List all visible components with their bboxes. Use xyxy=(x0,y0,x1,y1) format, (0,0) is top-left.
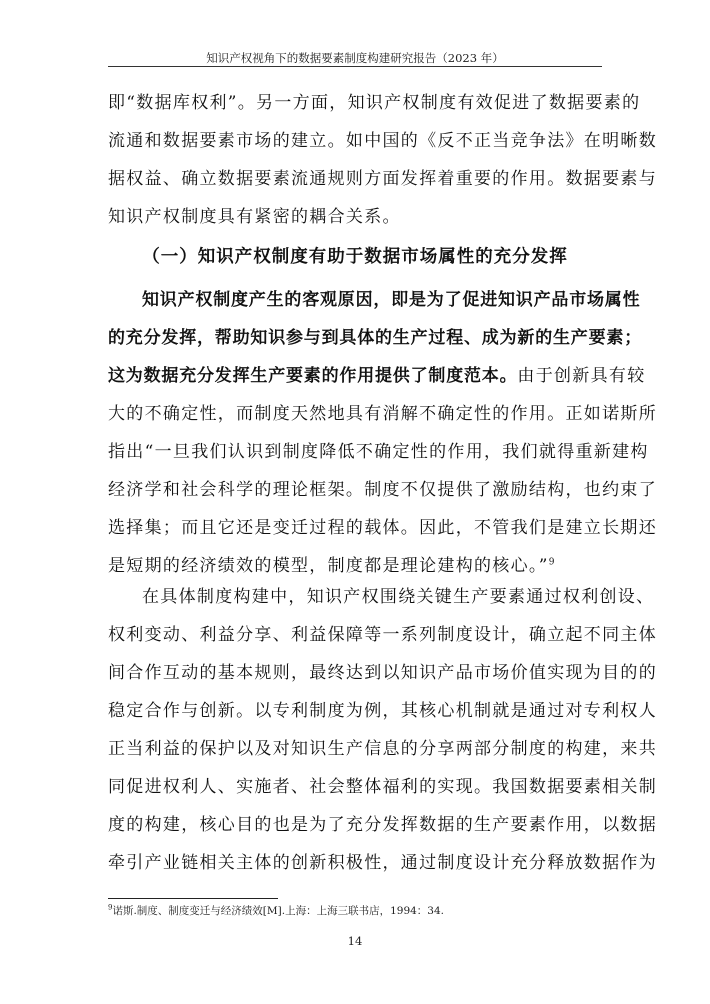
page-number: 14 xyxy=(347,934,363,948)
section-heading: （一）知识产权制度有助于数据市场属性的充分发挥 xyxy=(142,247,568,267)
text-line: 稳定合作与创新。以专利制度为例，其核心机制就是通过对专利权人 xyxy=(108,701,657,721)
paragraph-1 xyxy=(108,84,657,236)
text-line: 度的构建，核心目的也是为了充分发挥数据的生产要素作用，以数据 xyxy=(108,815,657,835)
footnote xyxy=(108,903,444,918)
text-line: 间合作互动的基本规则，最终达到以知识产品市场价值实现为目的的 xyxy=(108,663,657,683)
text-line: 指出“一旦我们认识到制度降低不确定性的作用，我们就得重新建构 xyxy=(108,442,649,462)
text-line: 在具体制度构建中，知识产权围绕关键生产要素通过权利创设、 xyxy=(142,587,655,607)
text-line-bold: 知识产权制度产生的客观原因，即是为了促进知识产品市场属性 xyxy=(142,290,641,310)
text-line: 据权益、确立数据要素流通规则方面发挥着重要的作用。数据要素与 xyxy=(108,169,657,189)
quote-end-text: 是短期的经济绩效的模型，制度都是理论建构的核心。” xyxy=(108,556,549,576)
text-line: 知识产权制度具有紧密的耦合关系。 xyxy=(108,207,401,227)
footnote-rule xyxy=(108,898,278,899)
footnote-reference[interactable]: 9 xyxy=(548,557,555,568)
text-line: 同促进权利人、实施者、社会整体福利的实现。我国数据要素相关制 xyxy=(108,777,657,797)
paragraph-2 xyxy=(108,281,657,585)
paragraph-3 xyxy=(108,578,657,882)
text-line-mixed xyxy=(108,357,646,395)
running-header: 知识产权视角下的数据要素制度构建研究报告（2023 年） xyxy=(206,51,504,65)
text-line: 选择集；而且它还是变迁过程的载体。因此，不管我们是建立长期还 xyxy=(108,518,657,538)
text-line: 经济学和社会科学的理论框架。制度不仅提供了激励结构，也约束了 xyxy=(108,480,657,500)
text-line: 权利变动、利益分享、利益保障等一系列制度设计，确立起不同主体 xyxy=(108,625,657,645)
text-line: 即“数据库权利”。另一方面，知识产权制度有效促进了数据要素的 xyxy=(108,93,641,113)
text-line: 大的不确定性，而制度天然地具有消解不确定性的作用。正如诺斯所 xyxy=(108,404,657,424)
bold-sentence: 这为数据充分发挥生产要素的作用提供了制度范本。 xyxy=(108,366,518,386)
header-rule xyxy=(108,66,602,67)
text-line-bold: 的充分发挥，帮助知识参与到具体的生产过程、成为新的生产要素； xyxy=(108,328,642,348)
text-line: 正当利益的保护以及对知识生产信息的分享两部分制度的构建，来共 xyxy=(108,739,657,759)
footnote-marker: 9 xyxy=(108,903,113,912)
footnote-text: 诺斯.制度、制度变迁与经济绩效[M].上海：上海三联书店，1994：34. xyxy=(112,905,445,917)
text-line: 牵引产业链相关主体的创新积极性，通过制度设计充分释放数据作为 xyxy=(108,853,657,873)
normal-sentence: 由于创新具有较 xyxy=(517,366,646,386)
text-line: 流通和数据要素市场的建立。如中国的《反不正当竞争法》在明晰数 xyxy=(108,131,657,151)
